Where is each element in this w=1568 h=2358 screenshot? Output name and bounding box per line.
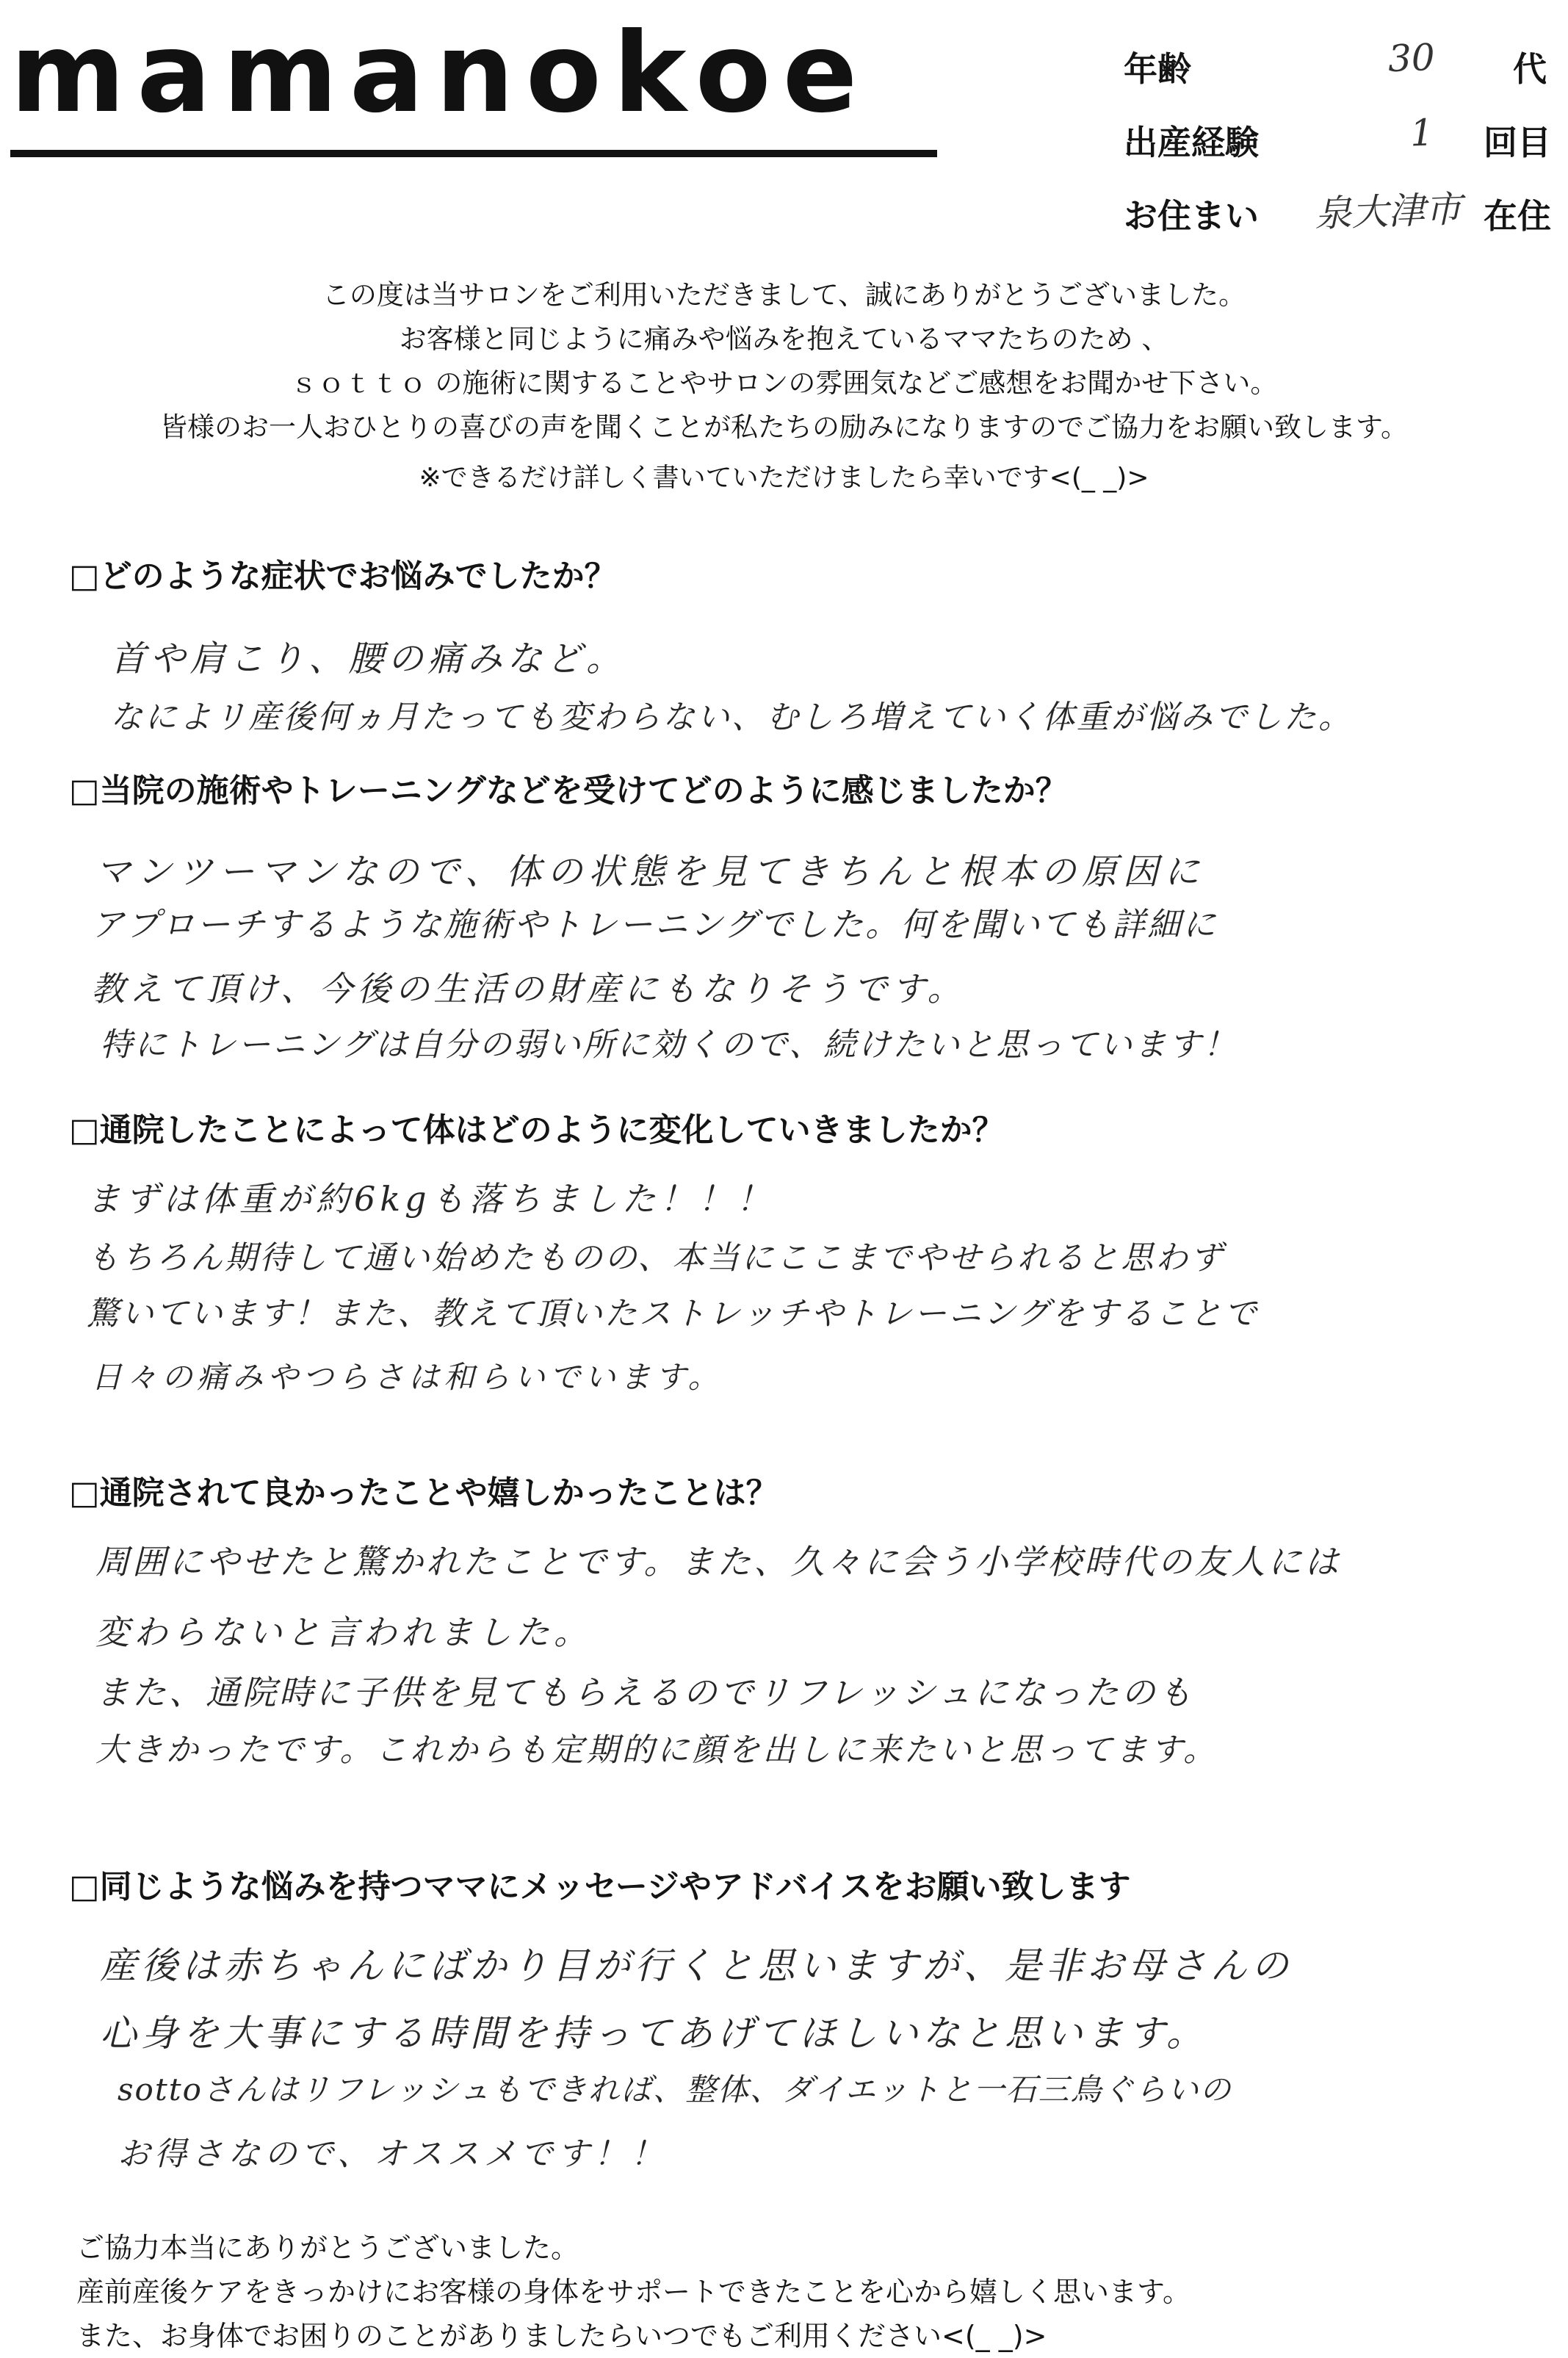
answer-5-line: お得さなので、オススメです！！	[118, 2135, 668, 2173]
closing-line: 産前産後ケアをきっかけにお客様の身体をサポートできたことを心から嬉しく思います。	[76, 2276, 1191, 2308]
age-row	[1124, 37, 1557, 110]
intro-line: この度は当サロンをご利用いただきまして、誠にありがとうございました。	[322, 279, 1246, 311]
answer-1-line: 首や肩こり、腰の痛みなど。	[110, 638, 626, 679]
answer-4-line: 大きかったです。これからも定期的に顔を出しに来たいと思ってます。	[95, 1731, 1218, 1769]
residence-value: 泉大津市	[1314, 187, 1463, 236]
birth-value: 1	[1409, 111, 1434, 155]
brand-logo: mamanokoe	[10, 10, 870, 137]
logo-underline	[10, 150, 937, 157]
question-5: □同じような悩みを持つママにメッセージやアドバイスをお願い致します	[69, 1868, 1131, 1905]
intro-text	[0, 273, 1568, 450]
answer-2-line: 特にトレーニングは自分の弱い所に効くので、続けたいと思っています！	[100, 1026, 1238, 1064]
question-2: □当院の施術やトレーニングなどを受けてどのように感じましたか？	[69, 772, 1068, 810]
birth-label: 出産経験	[1124, 123, 1259, 162]
intro-line: お客様と同じように痛みや悩みを抱えているママたちのため 、	[399, 323, 1169, 355]
answer-5-line: 心身を大事にする時間を持ってあげてほしいなと思います。	[100, 2012, 1207, 2055]
birth-row	[1124, 110, 1557, 184]
age-label: 年齢	[1124, 49, 1191, 89]
age-value: 30	[1387, 35, 1436, 81]
question-1: □どのような症状でお悩みでしたか？	[69, 558, 617, 595]
residence-label: お住まい	[1124, 196, 1259, 236]
question-3: □通院したことによって体はどのように変化していきましたか？	[69, 1111, 1005, 1149]
closing-line: また、お身体でお困りのことがありましたらいつでもご利用ください<(_ _)>	[76, 2320, 1047, 2352]
age-suffix: 代	[1513, 49, 1547, 89]
answer-3-line: まずは体重が約6kgも落ちました！！！	[87, 1179, 775, 1219]
closing-line: ご協力本当にありがとうございました。	[76, 2232, 579, 2264]
residence-suffix: 在住	[1484, 196, 1551, 236]
intro-line: 皆様のお一人おひとりの喜びの声を聞くことが私たちの励みになりますのでご協力をお願い致します。	[159, 411, 1409, 443]
respondent-info	[1124, 37, 1557, 257]
answer-4-line: 周囲にやせたと驚かれたことです。また、久々に会う小学校時代の友人には	[95, 1542, 1342, 1582]
answer-3-line: 驚いています！また、教えて頂いたストレッチやトレーニングをすることで	[87, 1295, 1259, 1333]
answer-2-line: アプローチするような施術やトレーニングでした。何を聞いても詳細に	[91, 905, 1218, 944]
closing-message	[76, 2226, 1191, 2358]
intro-note: ※できるだけ詳しく書いていただけましたら幸いです<(_ _)>	[419, 463, 1149, 493]
question-4: □通院されて良かったことや嬉しかったことは？	[69, 1474, 778, 1512]
answer-4-line: 変わらないと言われました。	[95, 1612, 592, 1652]
residence-row	[1124, 184, 1557, 257]
answer-3-line: 日々の痛みやつらさは和らいでいます。	[91, 1359, 723, 1395]
answer-5-line: 産後は赤ちゃんにばかり目が行くと思いますが、是非お母さんの	[100, 1944, 1293, 1987]
answer-4-line: また、通院時に子供を見てもらえるのでリフレッシュになったのも	[95, 1673, 1195, 1712]
answer-2-line: 教えて頂け、今後の生活の財産にもなりそうです。	[91, 969, 966, 1009]
answer-5-line: sottoさんはリフレッシュもできれば、整体、ダイエットと一石三鳥ぐらいの	[118, 2072, 1232, 2108]
answer-3-line: もちろん期待して通い始めたものの、本当にここまでやせられると思わず	[87, 1239, 1225, 1277]
answer-1-line: なによリ産後何ヵ月たっても変わらない、むしろ増えていく体重が悩みでした。	[110, 699, 1353, 736]
answer-2-line: マンツーマンなので、体の状態を見てきちんと根本の原因に	[95, 851, 1206, 893]
birth-suffix: 回目	[1484, 123, 1551, 162]
intro-line: ｓｏｔｔｏ の施術に関することやサロンの雰囲気などご感想をお聞かせ下さい。	[290, 367, 1278, 399]
